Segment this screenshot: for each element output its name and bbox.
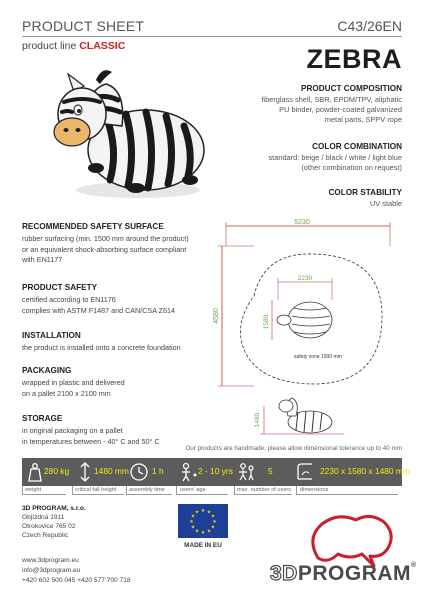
website-link[interactable]: www.3dprogram.eu bbox=[22, 557, 79, 564]
product-line-name: CLASSIC bbox=[79, 40, 126, 52]
product-code: C43/26EN bbox=[337, 18, 402, 34]
brand-logo-mark bbox=[290, 508, 400, 570]
svg-text:★: ★ bbox=[200, 508, 206, 514]
param-value: 280 kg bbox=[44, 466, 70, 476]
tolerance-disclaimer: Our products are handmade, please allow dimensional tolerance up to 40 mm bbox=[185, 445, 402, 452]
spec-heading: PRODUCT COMPOSITION bbox=[301, 84, 402, 93]
header-divider bbox=[22, 36, 402, 37]
spec-packaging bbox=[22, 366, 212, 399]
spec-line: certified according to EN1176 bbox=[22, 295, 116, 304]
dim-height-label: 1480 bbox=[254, 412, 261, 428]
made-in-eu-label: MADE IN EU bbox=[184, 542, 222, 549]
dim-inner-width-label: 2230 bbox=[297, 275, 313, 282]
spec-line: fiberglass shell, SBR, EPDM/TPV, aliphatic bbox=[261, 95, 402, 104]
param-fall-height bbox=[72, 458, 132, 486]
param-users-age bbox=[176, 458, 232, 486]
param-label: assembly time bbox=[129, 487, 165, 493]
product-line-prefix: product line bbox=[22, 40, 77, 52]
email-link[interactable]: info@3dprogram.eu bbox=[22, 567, 81, 574]
spec-line: UV stable bbox=[369, 199, 402, 208]
address-line: Objízdná 1911 bbox=[22, 514, 65, 521]
svg-text:★: ★ bbox=[210, 513, 216, 520]
safety-zone-label: safety zone 1500 mm bbox=[294, 354, 342, 360]
technical-drawing bbox=[214, 216, 410, 441]
company-name: 3D PROGRAM, s.r.o. bbox=[22, 505, 86, 512]
param-label: critical fall height bbox=[75, 487, 117, 493]
spec-line: on a pallet 2100 x 2100 mm bbox=[22, 388, 111, 398]
brand-name: PROGRAM bbox=[297, 562, 412, 585]
svg-text:★: ★ bbox=[194, 528, 200, 535]
param-label: weight bbox=[25, 487, 42, 493]
dim-width-label: 5230 bbox=[294, 219, 310, 226]
spec-installation bbox=[22, 331, 212, 354]
spec-heading: PRODUCT SAFETY bbox=[22, 283, 98, 292]
spec-line: the product is installed onto a concrete foundation bbox=[22, 343, 181, 352]
address-line: Otrokovice 765 02 bbox=[22, 523, 76, 530]
param-dimensions bbox=[292, 458, 410, 486]
spec-heading: COLOR STABILITY bbox=[328, 188, 402, 197]
param-label: dimensions bbox=[300, 487, 329, 493]
svg-text:★: ★ bbox=[206, 509, 212, 516]
brand-prefix: 3D bbox=[270, 562, 298, 585]
param-label: max. number of users bbox=[237, 487, 292, 493]
users-icon bbox=[236, 461, 258, 483]
company-contacts bbox=[22, 556, 131, 586]
dimensions-icon bbox=[294, 461, 316, 483]
svg-text:★: ★ bbox=[189, 519, 194, 525]
svg-text:★: ★ bbox=[206, 528, 212, 535]
spec-line: in temperatures between - 40° C and 50° C bbox=[22, 436, 160, 446]
spec-heading: PACKAGING bbox=[22, 366, 72, 375]
spec-line: in original packaging on a pallet bbox=[22, 426, 123, 435]
svg-text:★: ★ bbox=[190, 524, 196, 531]
param-max-users bbox=[234, 458, 288, 486]
eu-flag-icon bbox=[178, 504, 228, 538]
spec-line: wrapped in plastic and delivered bbox=[22, 378, 125, 387]
address-line: Czech Republic bbox=[22, 532, 69, 539]
spec-line: complies with ASTM F1487 and CAN/CSA Z614 bbox=[22, 305, 175, 315]
spec-safety-surface bbox=[22, 222, 212, 266]
spec-product-composition bbox=[202, 84, 402, 125]
parameters-band bbox=[22, 458, 410, 486]
spec-color-stability bbox=[202, 188, 402, 209]
param-value: 5 bbox=[268, 466, 273, 476]
param-value: 2 - 10 yrs bbox=[198, 466, 233, 476]
phone-numbers: +420 602 500 045 +420 577 700 718 bbox=[22, 577, 131, 584]
weight-icon bbox=[24, 461, 46, 483]
param-value: 1480 mm bbox=[94, 466, 129, 476]
dim-inner-depth-label: 1580 bbox=[263, 314, 270, 330]
spec-line: standard: beige / black / white / light blue bbox=[268, 153, 402, 162]
zebra-top-view bbox=[288, 302, 332, 338]
product-title: ZEBRA bbox=[306, 44, 402, 74]
brand-wordmark bbox=[270, 562, 417, 586]
spec-line: or an equivalent shock-absorbing surface compliant bbox=[22, 244, 187, 254]
spec-line: (other combination on request) bbox=[301, 163, 402, 172]
zebra-product-image bbox=[38, 62, 208, 202]
svg-text:★: ★ bbox=[190, 513, 196, 520]
spec-heading: STORAGE bbox=[22, 414, 63, 423]
child-age-icon bbox=[178, 461, 200, 483]
spec-product-safety bbox=[22, 283, 212, 316]
param-value: 2230 x 1580 x 1480 mm bbox=[320, 466, 410, 476]
svg-text:★: ★ bbox=[194, 509, 200, 516]
spec-heading: INSTALLATION bbox=[22, 331, 81, 340]
fall-height-icon bbox=[74, 461, 96, 483]
spec-line: with EN1177 bbox=[22, 255, 63, 264]
param-assembly-time bbox=[126, 458, 170, 486]
svg-text:★: ★ bbox=[212, 519, 217, 525]
param-weight bbox=[22, 458, 68, 486]
clock-icon bbox=[128, 461, 150, 483]
spec-line: rubber surfacing (min. 1500 mm around the product) bbox=[22, 234, 189, 243]
spec-color-combination bbox=[202, 142, 402, 173]
spec-heading: RECOMMENDED SAFETY SURFACE bbox=[22, 222, 164, 231]
dim-depth-label: 4580 bbox=[213, 308, 220, 324]
spec-line: PU binder, powder-coated galvanized bbox=[279, 105, 402, 114]
svg-text:★: ★ bbox=[210, 524, 216, 531]
spec-heading: COLOR COMBINATION bbox=[312, 142, 402, 151]
param-value: 1 h bbox=[152, 466, 164, 476]
registered-mark: ® bbox=[411, 562, 417, 569]
spec-line: metal parts, SPPV rope bbox=[324, 115, 402, 124]
spec-storage bbox=[22, 414, 212, 447]
product-line bbox=[22, 40, 125, 52]
param-label: users' age bbox=[180, 487, 206, 493]
sheet-label: PRODUCT SHEET bbox=[22, 18, 145, 34]
svg-text:★: ★ bbox=[200, 530, 206, 536]
company-address bbox=[22, 504, 86, 540]
